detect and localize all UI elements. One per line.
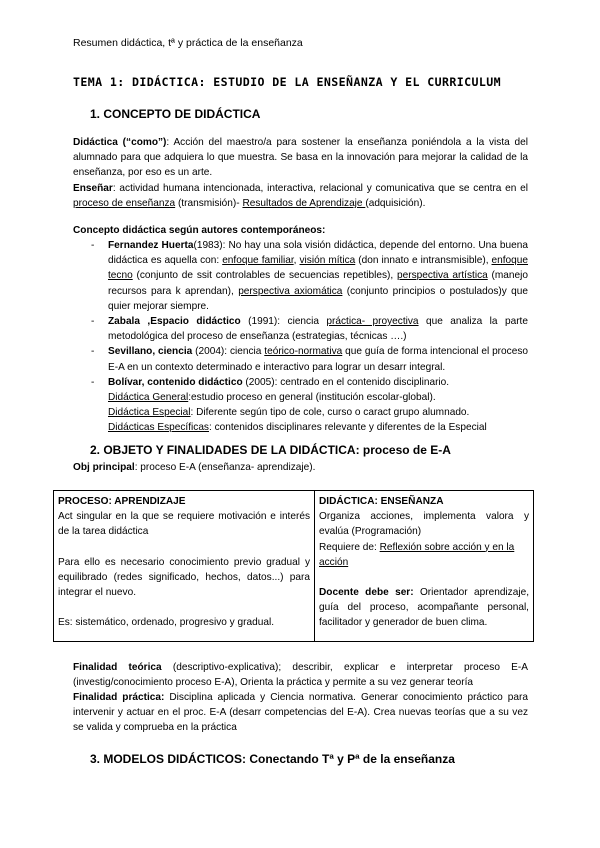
didactica-text: : Acción del maestro/a para sostener la enseñanza poniéndola a la vista del alumnado para que adquiera lo que muestra. Se basa en la innovación para mejorar la calidad de la enseñanza, por eso es un arte.: [73, 137, 528, 179]
ensenar-definition: Enseñar: actividad humana intencionada, interactiva, relacional y comunicativa que se centra en el proceso de enseñanza (transmisión)- Resultados de Aprendizaje (adquisición).: [73, 183, 528, 210]
list-item: - Sevillano, ciencia (2004): ciencia teórico-normativa que guía de forma intencional el proceso E-A en un contexto determinado e interactivo para lograr un desarr integral.: [73, 344, 528, 374]
list-item: - Fernandez Huerta(1983): No hay una sola visión didáctica, depende del entorno. Una buena didáctica es aquella con: enfoque familiar, visión mítica (don innato e intransmisible), enfoque tecno (conjunto de ssit controlables de secuencias repetibles), perspectiva artística (manejo recursos para k aprendan), perspectiva axiomática (conjunto principios o postulados)y que quier mejorar siempre.: [73, 238, 528, 314]
list-item: - Bolívar, contenido didáctico (2005): centrado en el contenido disciplinario. Didáctica General:estudio proceso en general (institución escolar-global). Didáctica Especial: Diferente según tipo de cole, curso o caract grupo alumnado. Didácticas Específicas: contenidos disciplinares relevante y diferentes de la Especial: [73, 375, 528, 436]
finalidad-teorica: Finalidad teórica (descriptivo-explicativa); describir, explicar e interpretar proceso E-A (investig/conocimiento proceso E-A), Orienta la práctica y permite a su vez generar teoría: [73, 662, 528, 689]
didacticas-especificas: Didácticas Específicas: contenidos disciplinares relevante y diferentes de la Especial: [108, 422, 487, 434]
section-2-heading: 2. OBJETO Y FINALIDADES DE LA DIDÁCTICA: proceso de E-A: [90, 443, 451, 457]
concept-heading: Concepto didáctica según autores contemporáneos:: [73, 225, 326, 236]
resultados-aprendizaje-link: Resultados de Aprendizaje: [242, 198, 366, 210]
process-table: [53, 490, 534, 642]
didactica-especial: Didáctica Especial: Diferente según tipo de cole, curso o caract grupo alumnado.: [108, 407, 470, 419]
page-header: Resumen didáctica, tª y práctica de la enseñanza: [73, 37, 303, 49]
ensenar-label: Enseñar: [73, 183, 113, 194]
didactica-definition: [73, 135, 528, 181]
section-1-heading: 1. CONCEPTO DE DIDÁCTICA: [90, 107, 261, 121]
aprendizaje-cell: PROCESO: APRENDIZAJE Act singular en la que se requiere motivación e interés de la tarea didáctica Para ello es necesario conocimiento previo gradual y equilibrado (redes significado, hechos, datos...) para integrar el nuevo. Es: sistemático, ordenado, progresivo y gradual.: [54, 491, 315, 642]
list-item: - Zabala ,Espacio didáctico (1991): ciencia práctica- proyectiva que analiza la parte metodológica del proceso de enseñanza (estrategias, técnicas ….): [73, 314, 528, 344]
proceso-ensenanza-link: proceso de enseñanza: [73, 198, 176, 210]
finalidad-practica: Finalidad práctica: Disciplina aplicada y Ciencia normativa. Generar conocimiento práctico para intervenir y actuar en el proc. E-A (desarr competencias del E-A). Crea nuevas teorías que a su vez se valida y comprueba en la práctica: [73, 692, 528, 734]
didactica-general: Didáctica General:estudio proceso en general (institución escolar-global).: [108, 392, 436, 404]
ensenanza-cell: DIDÁCTICA: ENSEÑANZA Organiza acciones, implementa valora y evalúa (Programación) Requiere de: Reflexión sobre acción y en la acción Docente debe ser: Orientador aprendizaje, guía del proceso, acompañante personal, facilitador y generador de buen clima.: [315, 491, 534, 642]
document-title: TEMA 1: DIDÁCTICA: ESTUDIO DE LA ENSEÑANZA Y EL CURRICULUM: [73, 75, 502, 89]
obj-principal: Obj principal: proceso E-A (enseñanza- aprendizaje).: [73, 462, 316, 473]
authors-list: [73, 238, 528, 436]
section-3-heading: 3. MODELOS DIDÁCTICOS: Conectando Tª y Pª de la enseñanza: [90, 752, 455, 766]
didactica-label: Didáctica (“como”): [73, 137, 167, 148]
